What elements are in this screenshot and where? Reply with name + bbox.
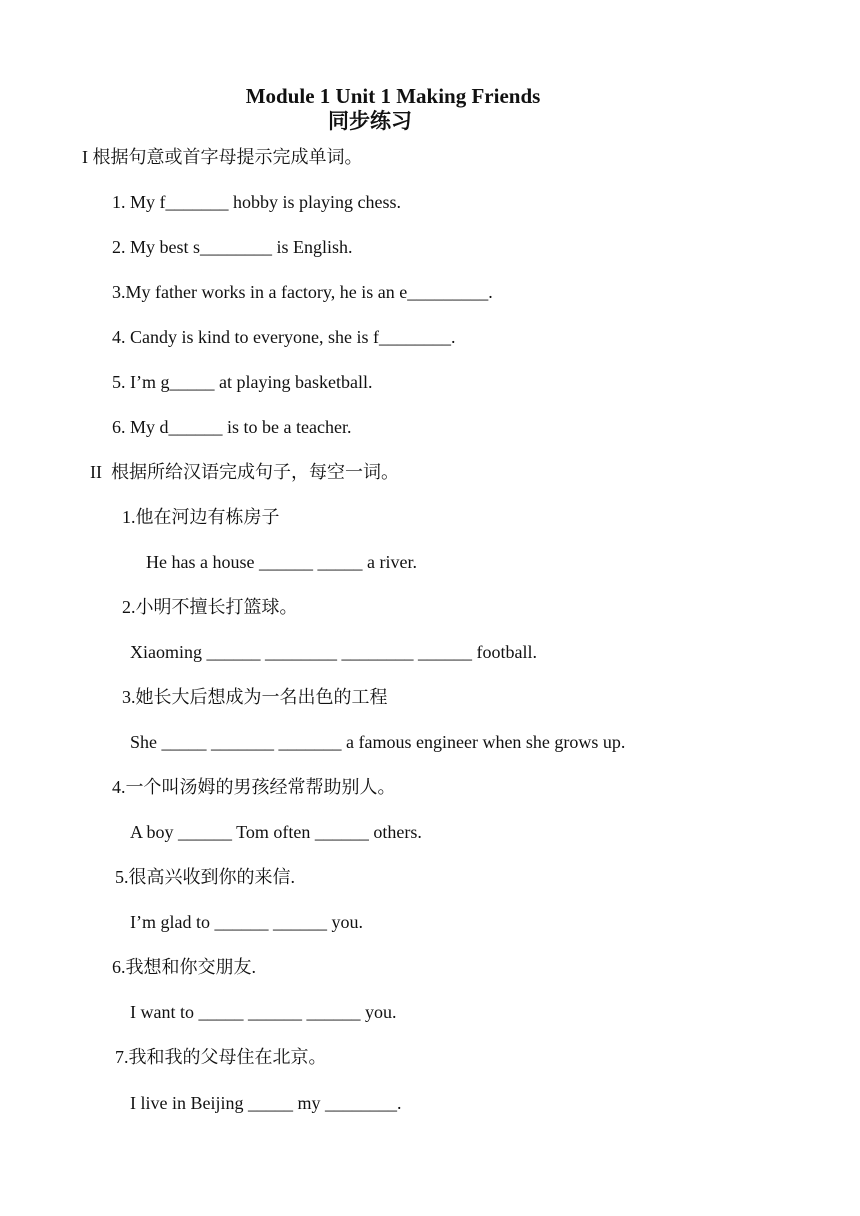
exercise-2-prompt: 5.很高兴收到你的来信. <box>115 867 295 887</box>
exercise-2-answer: I want to _____ ______ ______ you. <box>130 1002 397 1022</box>
exercise-1-item: 6. My d______ is to be a teacher. <box>112 417 352 437</box>
exercise-2-prompt: 4.一个叫汤姆的男孩经常帮助别人。 <box>112 777 396 797</box>
exercise-2-answer: He has a house ______ _____ a river. <box>146 552 417 572</box>
exercise-2-prompt: 2.小明不擅长打篮球。 <box>122 597 298 617</box>
exercise-2-prompt: 6.我想和你交朋友. <box>112 957 256 977</box>
page-title: Module 1 Unit 1 Making Friends <box>245 84 541 108</box>
exercise-1-item: 3.My father works in a factory, he is an e_________. <box>112 282 493 302</box>
exercise-1-item: 1. My f_______ hobby is playing chess. <box>112 192 401 212</box>
section-2-heading: II 根据所给汉语完成句子，每空一词。 <box>90 462 399 482</box>
exercise-1-item: 2. My best s________ is English. <box>112 237 353 257</box>
exercise-2-answer: I’m glad to ______ ______ you. <box>130 912 363 932</box>
exercise-2-answer: She _____ _______ _______ a famous engineer when she grows up. <box>130 732 626 752</box>
section-1-heading: I 根据句意或首字母提示完成单词。 <box>82 147 363 167</box>
exercise-1-item: 4. Candy is kind to everyone, she is f________. <box>112 327 456 347</box>
exercise-2-prompt: 3.她长大后想成为一名出色的工程 <box>122 687 388 707</box>
exercise-2-prompt: 7.我和我的父母住在北京。 <box>115 1047 327 1067</box>
exercise-2-answer: A boy ______ Tom often ______ others. <box>130 822 422 842</box>
exercise-2-prompt: 1.他在河边有栋房子 <box>122 507 280 527</box>
exercise-1-item: 5. I’m g_____ at playing basketball. <box>112 372 373 392</box>
page-subtitle: 同步练习 <box>328 109 412 133</box>
exercise-2-answer: Xiaoming ______ ________ ________ ______ football. <box>130 642 537 662</box>
exercise-2-answer: I live in Beijing _____ my ________. <box>130 1093 402 1113</box>
